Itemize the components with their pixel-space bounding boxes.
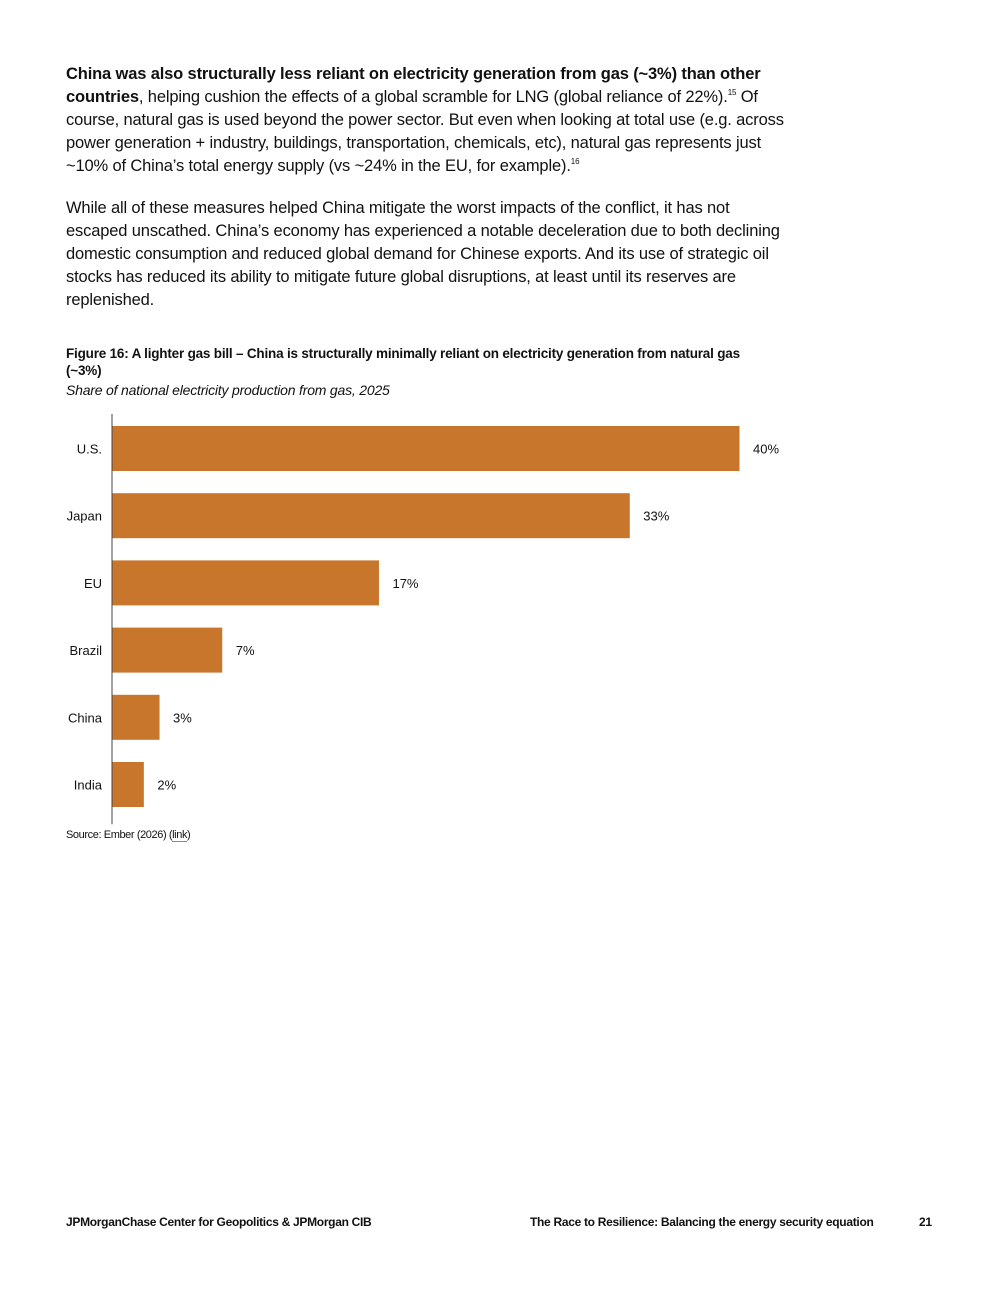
category-label: U.S.	[76, 441, 102, 457]
footer-report-title: The Race to Resilience: Balancing the energy security equation	[530, 1215, 874, 1229]
value-label: 17%	[392, 575, 419, 591]
value-label: 2%	[157, 777, 177, 793]
paragraph-text: Of course, natural gas is used beyond the power sector. But even when looking at total use (e.g. across power generation + industry, buildings, transportation, chemicals, etc), natural gas represents just ~10% of China’s total energy supply (vs ~24% in the EU, for example).	[66, 88, 784, 175]
bar-brazil	[113, 628, 223, 673]
category-label: Brazil	[69, 643, 102, 659]
page-number: 21	[919, 1215, 932, 1229]
value-label: 3%	[173, 710, 192, 726]
source-close: )	[187, 829, 191, 841]
value-label: 7%	[235, 643, 255, 659]
category-label: EU	[83, 575, 102, 591]
figure-subtitle: Share of national electricity production from gas, 2025	[66, 382, 390, 398]
figure-title: Figure 16: A lighter gas bill – China is structurally minimally reliant on electricity generation from natural gas (~3%)	[66, 346, 740, 378]
footnote-ref-15[interactable]: 15	[727, 88, 737, 97]
bar-eu	[113, 560, 379, 605]
paragraph-text: , helping cushion the effects of a global scramble for LNG (global reliance of 22%).	[138, 88, 728, 106]
bar-japan	[113, 493, 630, 538]
category-label: India	[73, 777, 102, 793]
category-label: China	[68, 710, 102, 726]
bar-india	[113, 762, 144, 807]
category-label: Japan	[66, 508, 102, 524]
paragraph-bold-lead: China was also structurally less reliant on electricity generation from gas (~3%) than other countries	[66, 65, 761, 106]
source-link[interactable]: link	[172, 829, 188, 841]
figure-source	[66, 829, 190, 841]
value-label: 40%	[753, 441, 780, 457]
bar-us	[113, 426, 740, 471]
value-label: 33%	[643, 508, 670, 524]
bar-china	[113, 695, 160, 740]
source-text: Source: Ember (2026) (	[66, 829, 173, 841]
second-paragraph: While all of these measures helped China mitigate the worst impacts of the conflict, it has not escaped unscathed. China’s economy has experienced a notable deceleration due to both declining domestic consumption and reduced global demand for Chinese exports. And its use of strategic oil stocks has reduced its ability to mitigate future global disruptions, at least until its reserves are replenished.	[66, 199, 780, 309]
footer-publisher: JPMorganChase Center for Geopolitics & JPMorgan CIB	[66, 1215, 372, 1229]
footnote-ref-16[interactable]: 16	[570, 157, 580, 166]
